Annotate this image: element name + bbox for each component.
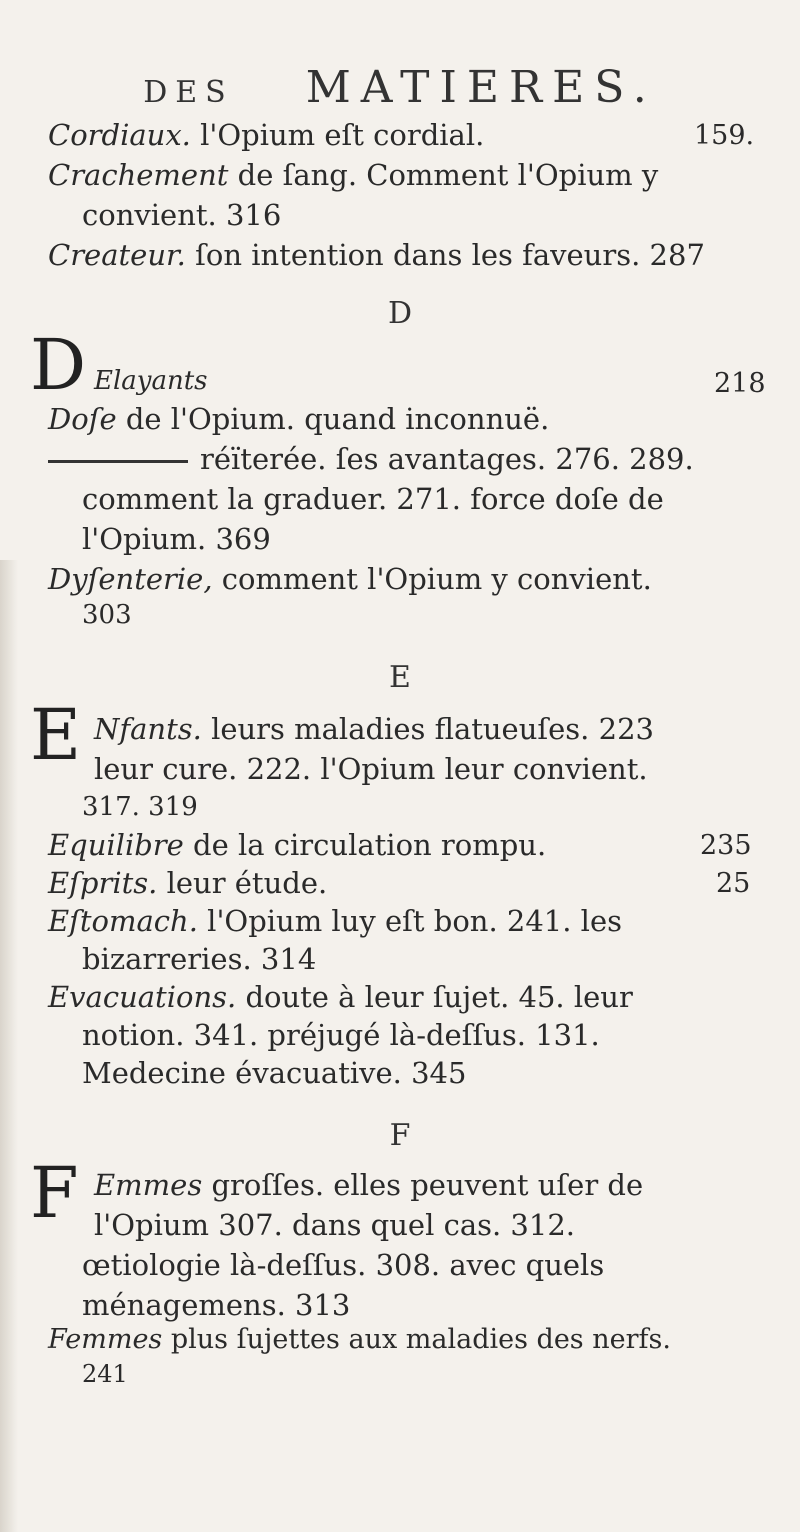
entry-text: leurs maladies flatueuſes. 223 (211, 712, 654, 746)
entry-createur (48, 238, 705, 272)
dropcap-d: D (30, 324, 87, 406)
entry-text: plus ſujettes aux maladies des nerfs. (170, 1324, 671, 1355)
entry-head: Femmes (48, 1324, 163, 1355)
e-line-3: 317. 319 (82, 792, 198, 822)
section-letter-d: D (387, 296, 413, 331)
entry-text: de la circulation rompu. (193, 828, 547, 862)
entry-text: de l'Opium. quand inconnuë. (125, 402, 550, 436)
d-line-1-page: 218 (714, 368, 766, 399)
f-line-1 (94, 1168, 643, 1202)
entry-head: Eſtomach. (48, 904, 198, 938)
entry-text: ſon intention dans les faveurs. 287 (195, 238, 705, 272)
entry-text: comment l'Opium y convient. (221, 562, 652, 596)
d-line-7: 303 (82, 600, 132, 630)
entry-head: Doſe (48, 402, 117, 436)
e-line-4 (48, 828, 546, 862)
entry-text: réïterée. ſes avantages. 276. 289. (200, 442, 694, 476)
d-line-2 (48, 402, 549, 436)
header-matieres: MATIERES. (305, 62, 657, 113)
entry-text: l'Opium eſt cordial. (200, 118, 485, 152)
e-line-6 (48, 904, 622, 938)
entry-head: Crachement (48, 158, 229, 192)
f-line-6: 241 (82, 1360, 128, 1388)
entry-text: leur étude. (166, 866, 328, 900)
d-line-5: l'Opium. 369 (82, 522, 271, 556)
f-line-4: ménagemens. 313 (82, 1288, 351, 1322)
entry-text: de ſang. Comment l'Opium y (237, 158, 659, 192)
e-line-10: Medecine évacuative. 345 (82, 1056, 467, 1090)
header-des: DES (143, 75, 234, 110)
e-line-1 (94, 712, 654, 746)
entry-text: groſſes. elles peuvent uſer de (211, 1168, 644, 1202)
ditto-dash (48, 460, 188, 463)
dropcap-e: E (30, 694, 82, 776)
f-line-5 (48, 1324, 671, 1355)
d-line-4: comment la graduer. 271. force doſe de (82, 482, 664, 516)
section-letter-e: E (389, 660, 411, 695)
entry-text: doute à leur ſujet. 45. leur (245, 980, 633, 1014)
entry-head: Equilibre (48, 828, 184, 862)
entry-head: Dyſenterie, (48, 562, 213, 596)
d-line-3 (48, 442, 694, 476)
e-line-8 (48, 980, 633, 1014)
e-line-2: leur cure. 222. l'Opium leur convient. (94, 752, 648, 786)
entry-head: Emmes (94, 1168, 203, 1202)
e-line-7: bizarreries. 314 (82, 942, 317, 976)
page-edge-shadow (0, 560, 18, 1532)
dropcap-f: F (30, 1152, 79, 1234)
f-line-3: œtiologie là-deſſus. 308. avec quels (82, 1248, 605, 1282)
e-line-4-page: 235 (700, 830, 752, 861)
entry-head: Cordiaux. (48, 118, 191, 152)
section-letter-f: F (389, 1118, 411, 1153)
entry-crachement (48, 158, 658, 192)
entry-page: 159. (694, 120, 755, 151)
d-line-1: Elayants (94, 366, 208, 396)
entry-head: Eſprits. (48, 866, 158, 900)
entry-cont: convient. 316 (82, 198, 282, 232)
e-line-5-page: 25 (716, 868, 751, 899)
e-line-5 (48, 866, 327, 900)
d-line-6 (48, 562, 652, 596)
entry-head: Createur. (48, 238, 186, 272)
entry-head: Evacuations. (48, 980, 237, 1014)
entry-head: Nfants. (94, 712, 202, 746)
running-header (0, 62, 800, 113)
f-line-2: l'Opium 307. dans quel cas. 312. (94, 1208, 575, 1242)
entry-text: l'Opium luy eſt bon. 241. les (207, 904, 622, 938)
entry-cordiaux (48, 118, 484, 152)
e-line-9: notion. 341. préjugé là-deſſus. 131. (82, 1018, 600, 1052)
